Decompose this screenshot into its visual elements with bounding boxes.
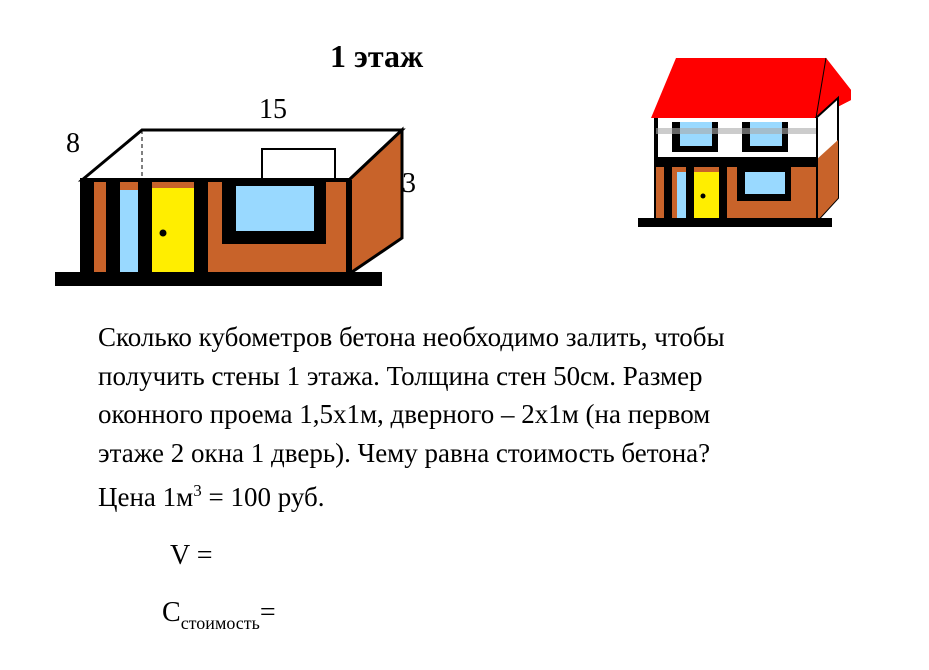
cost-subscript: стоимость: [180, 613, 260, 633]
question-text: [98, 318, 858, 517]
dimension-length: 15: [259, 94, 287, 125]
page-title: 1 этаж: [330, 38, 424, 74]
question-line: получить стены 1 этажа. Толщина стен 50см. Размер: [98, 360, 703, 391]
question-line: оконного проема 1,5х1м, дверного – 2х1м (на первом: [98, 399, 711, 429]
dimension-height: 3: [402, 168, 416, 199]
cost-letter: С: [162, 597, 181, 628]
price-line: [98, 472, 858, 517]
price-prefix: Цена 1м: [98, 482, 194, 512]
price-suffix: = 100 руб.: [201, 482, 325, 512]
volume-formula: V =: [170, 540, 213, 571]
price-exponent: 3: [193, 481, 202, 500]
cost-equals: =: [259, 597, 276, 628]
cost-formula: [162, 597, 276, 634]
question-line: этаже 2 окна 1 дверь). Чему равна стоимость бетона?: [98, 437, 711, 468]
dimension-width: 8: [66, 128, 80, 159]
question-line: Сколько кубометров бетона необходимо залить, чтобы: [98, 322, 725, 352]
